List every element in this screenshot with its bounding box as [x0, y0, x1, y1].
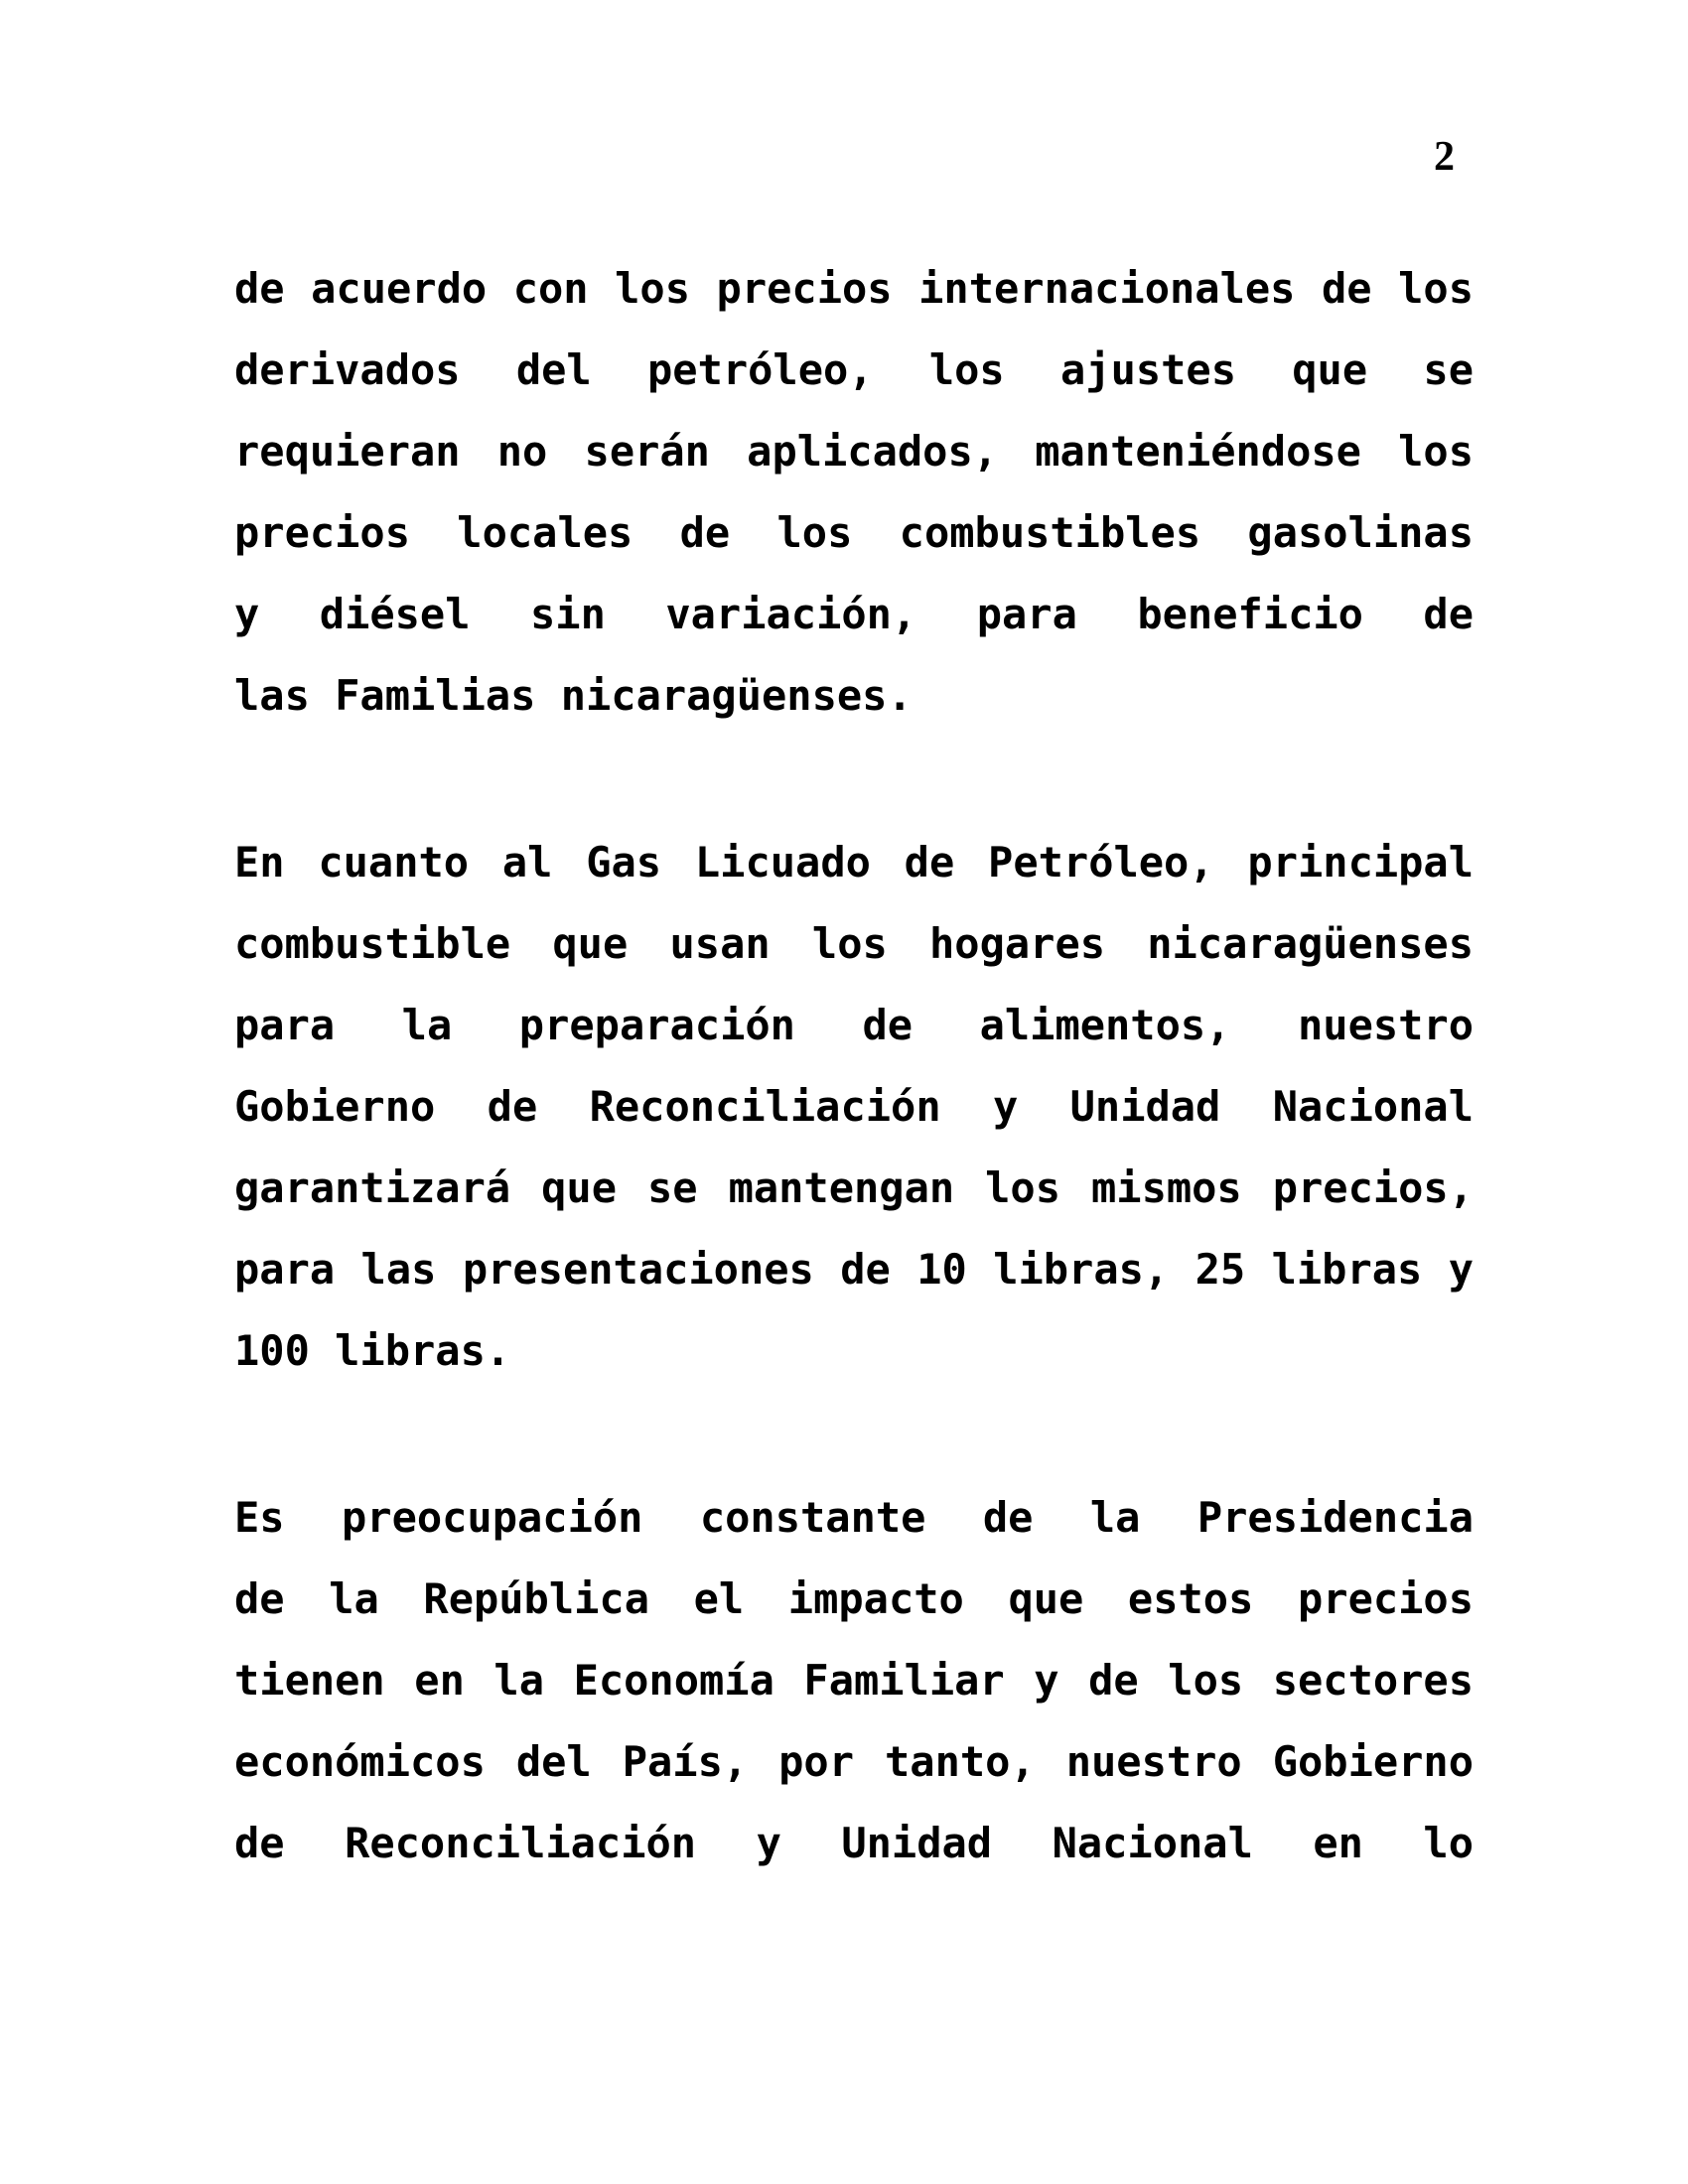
text-line: derivados del petróleo, los ajustes que se [234, 345, 1474, 394]
text-line: de la República el impacto que estos precios [234, 1574, 1474, 1623]
page-number: 2 [1434, 134, 1455, 180]
text-line: combustible que usan los hogares nicaragüenses [234, 919, 1474, 968]
text-line: de Reconciliación y Unidad Nacional en lo [234, 1819, 1474, 1867]
text-line: y diésel sin variación, para beneficio de [234, 590, 1474, 638]
text-line: tienen en la Economía Familiar y de los sectores [234, 1656, 1474, 1705]
paragraph [234, 248, 1474, 737]
text-line: Gobierno de Reconciliación y Unidad Nacional [234, 1082, 1474, 1131]
document-body [234, 248, 1474, 1970]
text-line: precios locales de los combustibles gasolinas [234, 508, 1474, 557]
text-line: requieran no serán aplicados, manteniéndose los [234, 427, 1474, 476]
paragraph [234, 1477, 1474, 1884]
text-line: En cuanto al Gas Licuado de Petróleo, principal [234, 838, 1474, 887]
text-line: económicos del País, por tanto, nuestro Gobierno [234, 1737, 1474, 1786]
text-line: garantizará que se mantengan los mismos precios, [234, 1163, 1474, 1212]
text-line: para las presentaciones de 10 libras, 25 libras y [234, 1245, 1474, 1294]
text-line: de acuerdo con los precios internacionales de los [234, 264, 1474, 313]
text-line: las Familias nicaragüenses. [234, 671, 913, 720]
paragraph [234, 822, 1474, 1392]
text-line: Es preocupación constante de la Presidencia [234, 1493, 1474, 1542]
text-line: para la preparación de alimentos, nuestro [234, 1001, 1474, 1049]
text-line: 100 libras. [234, 1326, 511, 1375]
